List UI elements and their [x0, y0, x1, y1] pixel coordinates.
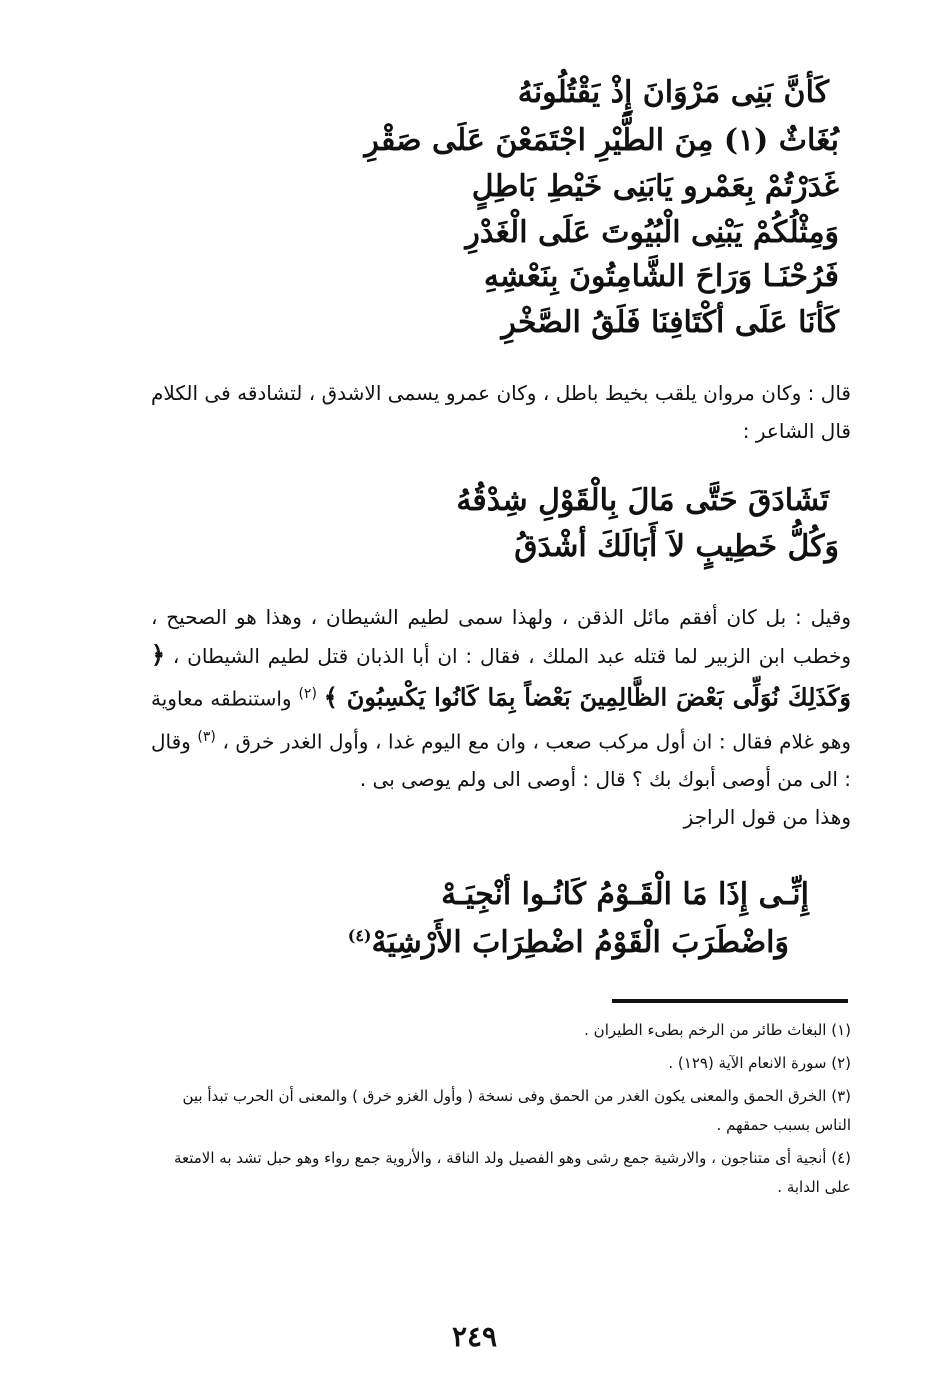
paragraph-2-text-a: وقيل : بل كان أفقم مائل الذقن ، ولهذا سمى لطيم الشيطان ، وهذا هو الصحيح ، وخطب ابن الزبير لما قتله عبد الملك ، فقال : ان أبا الذبان قتل لطيم الشيطان ، — [151, 605, 851, 668]
poem2-line2: وَكُلُّ خَطِيبٍ لاَ أَبَالَكَ أشْدَقُ — [514, 529, 839, 564]
poem3-line2: وَاضْطَرَبَ الْقَوْمُ اضْطِرَابَ الأَرْشِيَهْ — [371, 925, 789, 960]
quran-verse: ﴿ وَكَذَلِكَ نُوَلِّى بَعْضَ الظَّالِمِينَ بَعْضاً بِمَا كَانُوا يَكْسِبُونَ ﴾ — [151, 640, 852, 712]
poem1-line3: غَدَرْتُمْ بِعَمْرو يَابَنِى خَيْطِ بَاطِلٍ — [471, 169, 839, 204]
paragraph-2 — [151, 598, 851, 836]
poem1-line1: كَأنَّ بَنِى مَرْوَانَ إِذْ يَقْتُلُونَهُ — [517, 75, 829, 110]
poem2-line1: تَشَادَقَ حَتَّى مَالَ بِالْقَوْلِ شِدْقُهُ — [456, 483, 829, 518]
poem1-line6: كَأنَا عَلَى أكْتَافِنَا فَلَقُ الصَّخْرِ — [501, 305, 839, 340]
paragraph-2-text-c: وقال : الى من أوصى أبوك بك ؟ قال : أوصى الى ولم يوصى بى . — [151, 729, 851, 792]
footnote-1: (١) البغاث طائر من الرخم بطىء الطيران . — [584, 1021, 851, 1039]
paragraph-3-text: وهذا من قول الراجز — [683, 805, 851, 830]
poem3-line2-wrap — [347, 925, 789, 960]
paragraph-1 — [151, 374, 851, 450]
paragraph-2-text-b: واستنطقه معاوية وهو غلام فقال : ان أول مركب صعب ، وان مع اليوم غدا ، وأول الغدر خرق ، — [151, 686, 851, 754]
footnote-ref-3: (٣) — [197, 728, 216, 745]
footnote-ref-2: (٢) — [298, 686, 317, 702]
paragraph-2-body — [151, 598, 851, 798]
poem3-line1: إِنِّـى إِذَا مَا الْقَـوْمُ كَانُـوا أنْجِيَـهْ — [441, 877, 809, 912]
footnotes — [151, 1016, 851, 1206]
poem1-line2: بُغَاثٌ (١) مِنَ الطَّيْرِ اجْتَمَعْنَ عَلَى صَقْرِ — [364, 123, 839, 158]
footnote-4: (٤) أنجية أى متناجون ، والارشية جمع رشى وهو الفصيل ولد الناقة ، والأروية جمع رواء وهو حبل تشد به الامتعة على الدابة . — [173, 1149, 851, 1196]
poem1-line5: فَرُحْنَـا وَرَاحَ الشَّامِتُونَ بِنَعْشِهِ — [483, 259, 839, 294]
footnote-3: (٣) الخرق الحمق والمعنى يكون الغدر من الحمق وفى نسخة ( وأول الغزو خرق ) والمعنى أن الحرب تبدأ بين الناس بسبب حمقهم . — [182, 1087, 851, 1134]
footnote-2: (٢) سورة الانعام الآية (١٢٩) . — [668, 1054, 851, 1072]
page-number: ٢٤٩ — [451, 1320, 498, 1353]
poem1-line4: وَمِثْلُكُمْ يَبْنِى الْبُيُوتَ عَلَى الْغَدْرِ — [465, 215, 839, 250]
paragraph-1-text: قال : وكان مروان يلقب بخيط باطل ، وكان عمرو يسمى الاشدق ، لتشادقه فى الكلام قال الشاعر : — [151, 381, 851, 443]
footnote-ref-4: (٤) — [347, 926, 372, 945]
footnote-separator — [612, 999, 848, 1003]
